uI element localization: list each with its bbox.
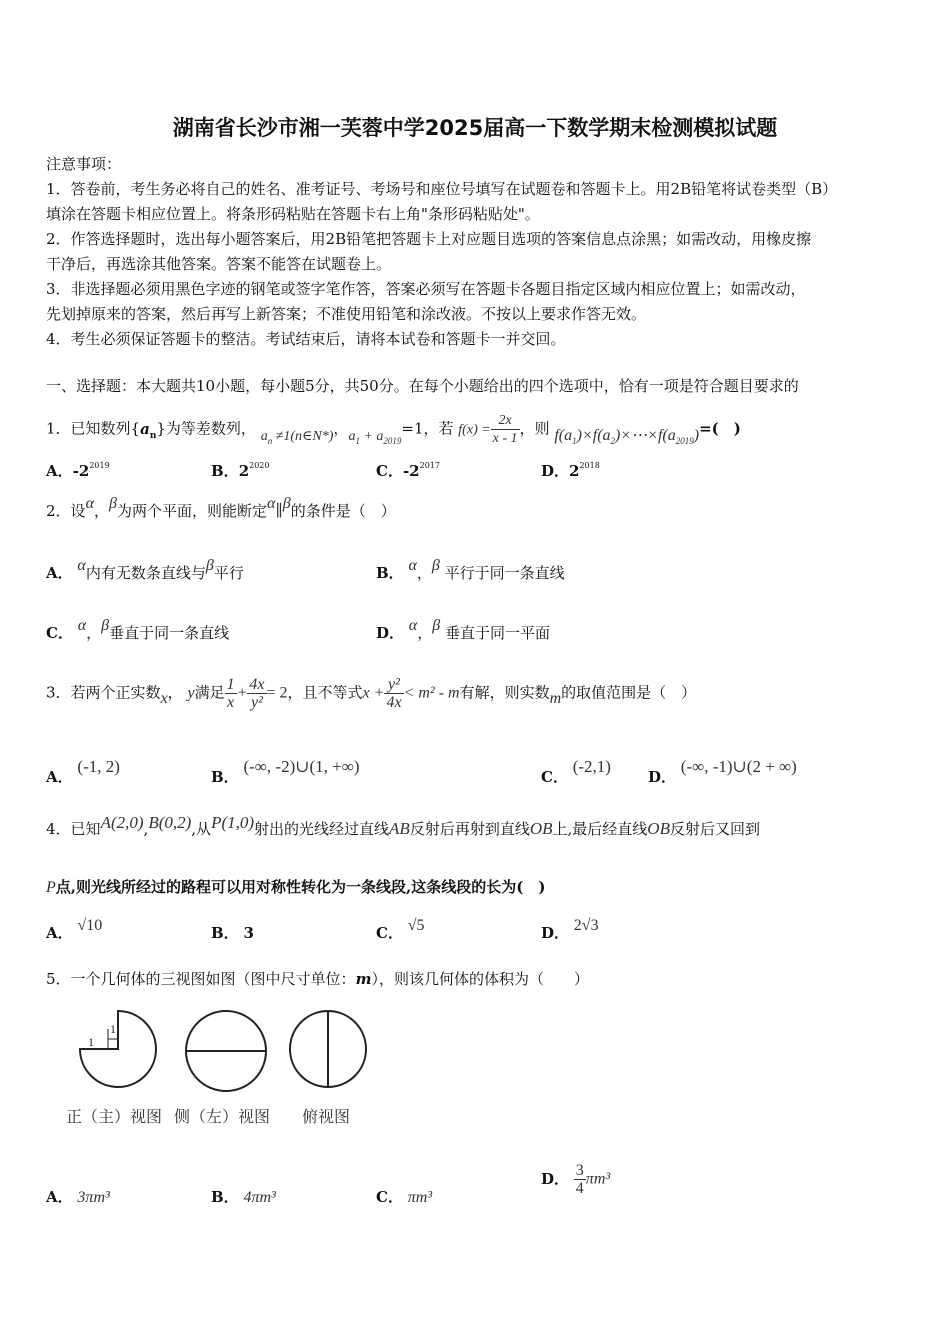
front-dim-vertical: 1 bbox=[110, 1022, 116, 1036]
notice-line: 填涂在答题卡相应位置上。将条形码粘贴在答题卡右上角"条形码粘贴处"。 bbox=[46, 205, 540, 223]
q1-option-d[interactable]: D．$2^{2018}$ bbox=[541, 461, 600, 480]
q3-option-c[interactable]: C． (-2,1) bbox=[541, 757, 611, 786]
q1-option-c[interactable]: C．$-2^{2017}$ bbox=[376, 461, 440, 480]
q1-fx: f(x) = bbox=[458, 422, 491, 438]
q1-sum: $a_1 + a_{2019}$ bbox=[348, 428, 402, 446]
q1-text: 已知数列{ bbox=[70, 419, 141, 438]
q1-condition: $a_n$ ≠1(n∈N*) bbox=[260, 428, 334, 446]
caption-front-view: 正（主）视图 bbox=[66, 1109, 163, 1126]
notice-heading: 注意事项： bbox=[46, 155, 122, 173]
front-view-drawing bbox=[80, 1011, 156, 1087]
q5-option-b[interactable]: B． 4πm³ bbox=[211, 1188, 276, 1206]
notice-line: 干净后，再选涂其他答案。答案不能答在试题卷上。 bbox=[46, 255, 392, 273]
caption-top-view: 俯视图 bbox=[302, 1109, 351, 1126]
q5-option-a[interactable]: A． 3πm³ bbox=[46, 1188, 110, 1206]
q5-option-d[interactable]: D． $\frac{3}{4}$ πm³ bbox=[541, 1162, 611, 1197]
caption-side-view: 侧（左）视图 bbox=[174, 1109, 271, 1126]
q1-product: $f(a_1)\times f(a_2)\times\cdots\times f(a_{2019})$ bbox=[554, 426, 700, 446]
question-1: 1．已知数列$\{a_n\}$为等差数列， $a_n$ ≠1(n∈N*)，$a_1 + a_{2019}=1$，若 f(x) = $\frac{2x}{x - 1}$ ，则 $f(a_1)\times f(a_2)\times\cdots\times f(a_{2019})=$( ) bbox=[46, 413, 741, 446]
q2-option-a[interactable]: A． α内有无数条直线与β平行 bbox=[46, 557, 244, 582]
q1-an-sub: n bbox=[149, 430, 157, 441]
q1-fraction: $\frac{2x}{x - 1}$ bbox=[492, 413, 518, 446]
question-4-line2: P点,则光线所经过的路程可以用对称性转化为一条线段,这条线段的长为( ) bbox=[46, 878, 546, 896]
question-5: 5．一个几何体的三视图如图（图中尺寸单位：m），则该几何体的体积为（ ） bbox=[46, 970, 589, 988]
q1-an: a bbox=[140, 419, 150, 438]
notice-block bbox=[46, 152, 837, 352]
notice-line: 4．考生必须保证答题卡的整洁。考试结束后，请将本试卷和答题卡一并交回。 bbox=[46, 330, 566, 348]
q3-option-a[interactable]: A． (-1, 2) bbox=[46, 757, 120, 786]
q3-option-d[interactable]: D． (-∞, -1)∪(2 + ∞) bbox=[648, 757, 797, 786]
notice-line: 3．非选择题必须用黑色字迹的钢笔或签字笔作答，答案必须写在答题卡各题目指定区域内相应位置上；如需改动， bbox=[46, 280, 806, 298]
q5-option-c[interactable]: C． πm³ bbox=[376, 1188, 433, 1206]
q3-frac3: $\frac{\text{y²}}{4x}$ bbox=[386, 676, 402, 711]
q4-option-b[interactable]: B． 3 bbox=[211, 924, 254, 942]
side-view-drawing bbox=[186, 1011, 266, 1091]
q4-option-d[interactable]: D． 2√3 bbox=[541, 917, 599, 942]
q2-option-d[interactable]: D． α，β 垂直于同一平面 bbox=[376, 617, 550, 642]
q1-option-a[interactable]: A．$-2^{2019}$ bbox=[46, 461, 110, 480]
q4-option-a[interactable]: A． √10 bbox=[46, 917, 103, 942]
notice-line: 1．答卷前，考生务必将自己的姓名、准考证号、考场号和座位号填写在试题卷和答题卡上。用2B铅笔将试卷类型（B） bbox=[46, 180, 838, 198]
q1-text: =( ) bbox=[699, 419, 741, 438]
q2-option-c[interactable]: C． α，β垂直于同一条直线 bbox=[46, 617, 230, 642]
front-dim-horizontal: 1 bbox=[88, 1035, 94, 1049]
q2-option-b[interactable]: B． α，β 平行于同一条直线 bbox=[376, 557, 565, 582]
page-title: 湖南省长沙市湘一芙蓉中学2025届高一下数学期末检测模拟试题 bbox=[172, 116, 778, 140]
question-number: 1． bbox=[46, 419, 71, 438]
q1-text: =1，若 bbox=[401, 419, 454, 438]
question-2: 2．设α，β为两个平面，则能断定α∥β的条件是（ ） bbox=[46, 495, 396, 520]
question-4: 4．已知A(2,0),B(0,2),从P(1,0)射出的光线经过直线AB反射后再射到直线OB上,最后经直线OB反射后又回到 bbox=[46, 813, 760, 838]
q3-option-b[interactable]: B． (-∞, -2)∪(1, +∞) bbox=[211, 757, 360, 786]
q1-option-b[interactable]: B．$2^{2020}$ bbox=[211, 461, 270, 480]
question-3: 3．若两个正实数x， y满足 $\frac{1}{x}$ + $\frac{4x}{\text{y²}}$ = 2，且不等式x + $\frac{\text{y²}}{4x}$ < m² - m有解，则实数m的取值范围是（ ） bbox=[46, 676, 697, 711]
notice-line: 2．作答选择题时，选出每小题答案后，用2B铅笔把答题卡上对应题目选项的答案信息点涂黑；如需改动，用橡皮擦 bbox=[46, 230, 812, 248]
q3-frac2: $\frac{4x}{\text{y²}}$ bbox=[249, 676, 265, 711]
section-heading: 一、选择题：本大题共10小题，每小题5分，共50分。在每个小题给出的四个选项中，恰有一项是符合题目要求的 bbox=[46, 377, 799, 395]
top-view-drawing bbox=[290, 1011, 366, 1087]
q1-text: }为等差数列， bbox=[156, 419, 256, 438]
three-view-figure bbox=[70, 1005, 370, 1095]
notice-line: 先划掉原来的答案，然后再写上新答案；不准使用铅笔和涂改液。不按以上要求作答无效。 bbox=[46, 305, 647, 323]
q1-text: ，则 bbox=[519, 419, 550, 438]
q4-option-c[interactable]: C． √5 bbox=[376, 917, 425, 942]
q3-frac1: $\frac{1}{x}$ bbox=[226, 676, 235, 711]
